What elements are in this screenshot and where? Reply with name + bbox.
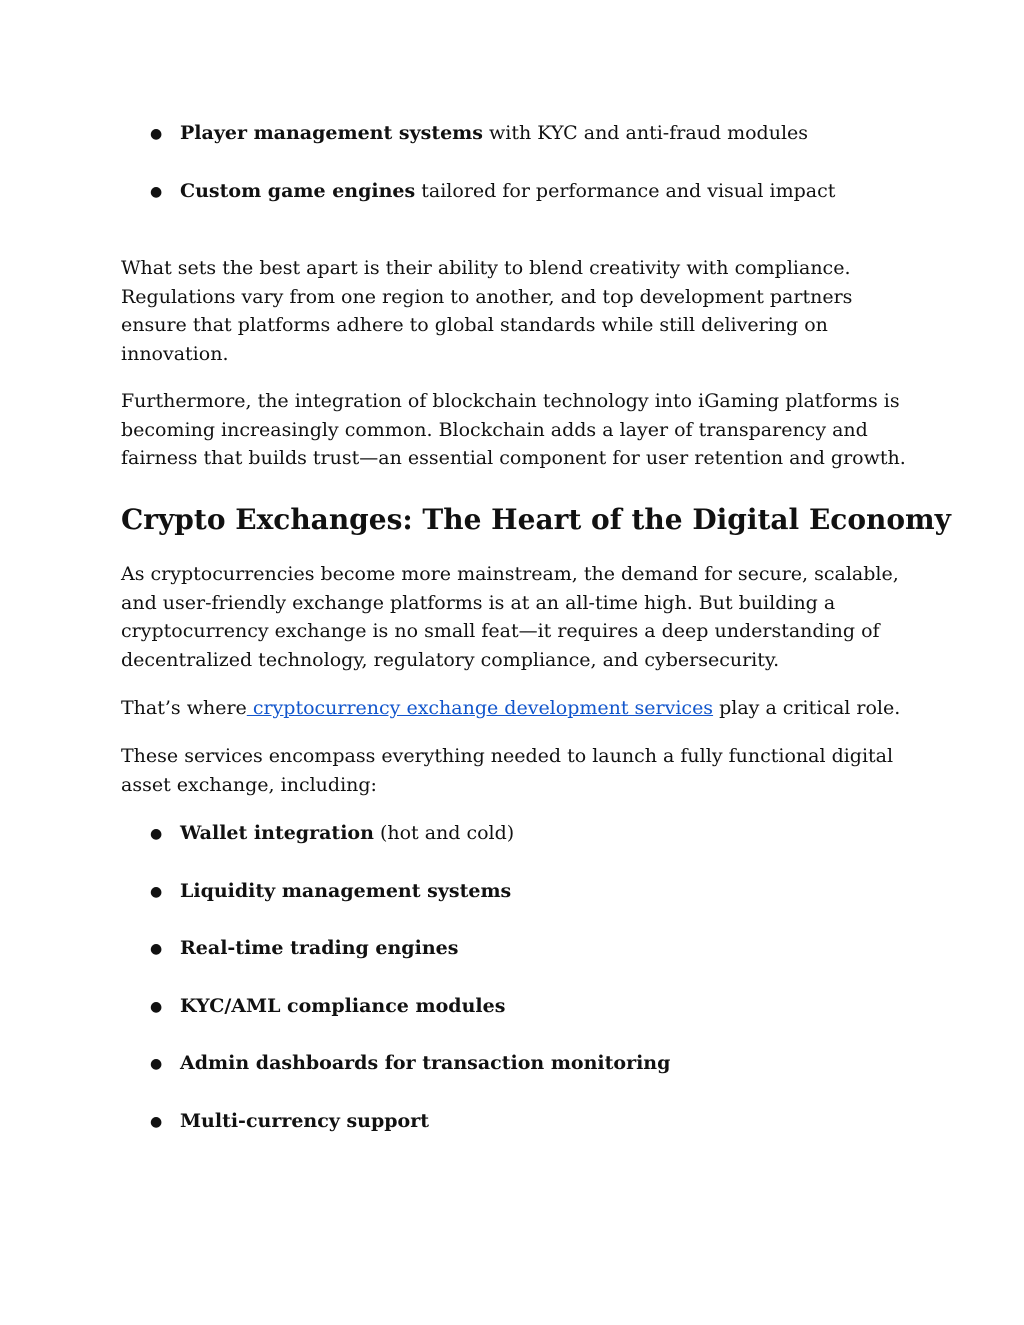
paragraph-line: innovation.: [121, 342, 229, 365]
list-item: [150, 1049, 670, 1078]
paragraph-line: As cryptocurrencies become more mainstream, the demand for secure, scalable,: [121, 563, 899, 585]
paragraph-line: fairness that builds trust—an essential component for user retention and growth.: [121, 447, 906, 469]
paragraph-line: and user-friendly exchange platforms is at an all-time high. But building a: [121, 591, 836, 614]
list-item: [150, 1107, 429, 1136]
list-item: [150, 119, 808, 148]
paragraph-line: These services encompass everything needed to launch a fully functional digital: [121, 745, 894, 767]
list-item-bold: Liquidity management systems: [180, 880, 512, 902]
exchange-services-link[interactable]: cryptocurrency exchange development services: [246, 697, 714, 719]
paragraph-line: Furthermore, the integration of blockchain technology into iGaming platforms is: [121, 390, 900, 412]
bullet-icon: ●: [150, 999, 163, 1015]
paragraph-text: That’s where: [121, 697, 247, 719]
paragraph-line: becoming increasingly common. Blockchain adds a layer of transparency and: [121, 418, 868, 441]
list-item-bold: Custom game engines: [180, 180, 416, 202]
list-item-bold: KYC/AML compliance modules: [180, 995, 506, 1017]
paragraph-line: Regulations vary from one region to another, and top development partners: [121, 285, 853, 308]
paragraph-creativity-compliance: [121, 254, 911, 368]
paragraph-line: asset exchange, including:: [121, 773, 377, 796]
list-item: [150, 992, 505, 1021]
bullet-icon: ●: [150, 1114, 163, 1130]
list-item-bold: Multi-currency support: [180, 1110, 430, 1132]
bullet-icon: ●: [150, 1056, 163, 1072]
paragraph-services-link: [121, 694, 911, 723]
list-item-text: with KYC and anti-fraud modules: [482, 122, 809, 144]
paragraph-text: play a critical role.: [713, 697, 901, 719]
paragraph-line: What sets the best apart is their ability to blend creativity with compliance.: [121, 257, 851, 279]
list-item-bold: Player management systems: [180, 122, 483, 144]
list-item: [150, 819, 514, 848]
bullet-icon: ●: [150, 884, 163, 900]
bullet-icon: ●: [150, 184, 163, 200]
list-item-bold: Admin dashboards for transaction monitoring: [180, 1052, 671, 1074]
section-heading: Crypto Exchanges: The Heart of the Digital Economy: [121, 503, 951, 536]
list-item: [150, 877, 511, 906]
paragraph-crypto-demand: [121, 560, 911, 674]
list-item-bold: Real-time trading engines: [180, 937, 459, 959]
paragraph-line: ensure that platforms adhere to global standards while still delivering on: [121, 314, 828, 336]
list-item: [150, 934, 458, 963]
paragraph-line: cryptocurrency exchange is no small feat—it requires a deep understanding of: [121, 620, 880, 642]
paragraph-line: decentralized technology, regulatory compliance, and cybersecurity.: [121, 648, 780, 671]
list-item-text: tailored for performance and visual impact: [415, 180, 836, 202]
paragraph-blockchain: [121, 387, 911, 473]
bullet-icon: ●: [150, 941, 163, 957]
paragraph-services-intro: [121, 742, 911, 799]
bullet-icon: ●: [150, 826, 163, 842]
list-item-text: (hot and cold): [373, 822, 515, 844]
list-item: [150, 177, 835, 206]
bullet-icon: ●: [150, 126, 163, 142]
list-item-bold: Wallet integration: [180, 822, 374, 844]
